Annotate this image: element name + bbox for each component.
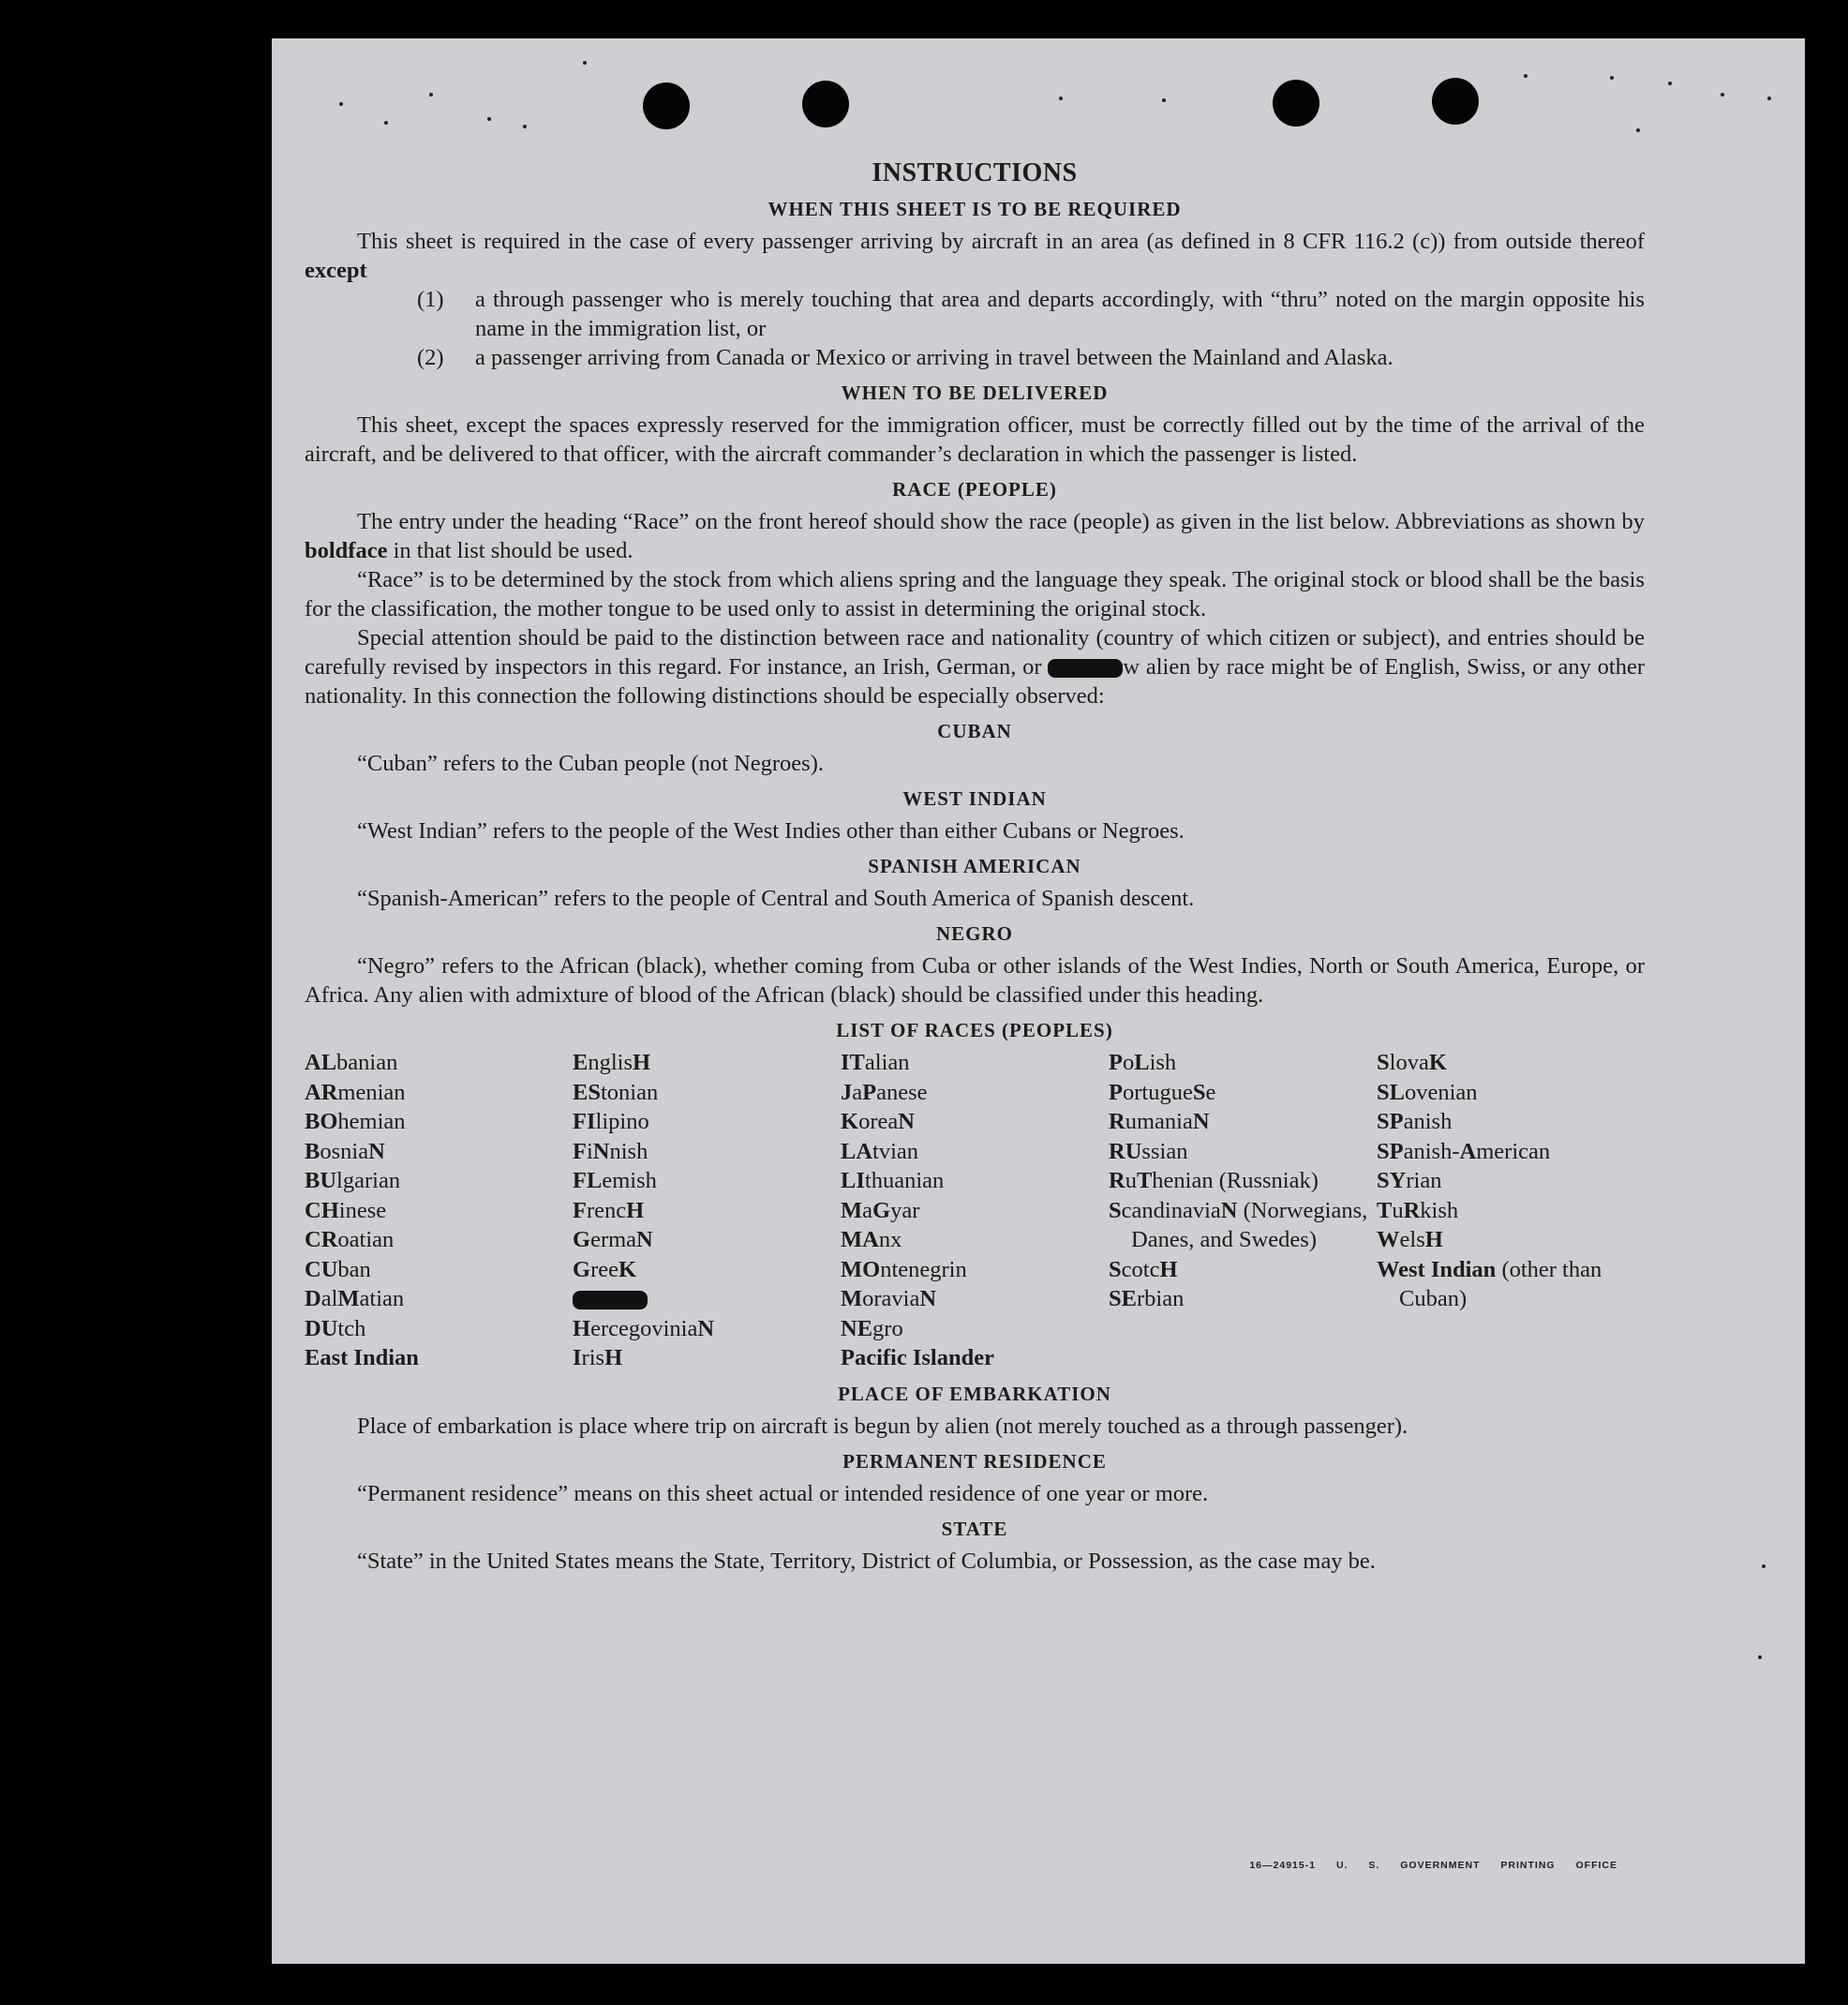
embarkation-text: Place of embarkation is place where trip on aircraft is begun by alien (not merely touched as a through passenger). <box>357 1413 1408 1439</box>
race-entry: SPanish <box>1377 1109 1453 1134</box>
race-entry: RUssian <box>1109 1138 1188 1164</box>
required-item: (1) a through passenger who is merely touching that area and departs accordingly, with “thru” noted on the margin opposite his name in the immigration list, or <box>417 287 1645 341</box>
race-entry: West Indian (other than Cuban) <box>1377 1256 1602 1311</box>
required-item: (2) a passenger arriving from Canada or Mexico or arriving in travel between the Mainland and Alaska. <box>417 345 1393 370</box>
paper-speck <box>1610 76 1614 80</box>
negro-text: “Negro” refers to the African (black), whether coming from Cuba or other islands of the West Indies, North or South America, Europe, or Africa. Any alien with admixture of blood of the African (black) should be classified under this heading. <box>305 953 1645 1008</box>
race-entry: ScandinaviaN (Norwegians, Danes, and Swedes) <box>1109 1197 1368 1252</box>
paper-speck <box>1524 74 1528 78</box>
race-entry: MOntenegrin <box>841 1256 967 1282</box>
paper-speck <box>1721 93 1724 97</box>
race-entry: CHinese <box>305 1197 387 1223</box>
printer-name: U. S. GOVERNMENT PRINTING OFFICE <box>1335 1860 1617 1871</box>
punch-hole <box>1432 78 1479 125</box>
footer-imprint <box>1249 1860 1617 1871</box>
race-entry: HercegoviniaN <box>573 1315 715 1341</box>
race-entry: DUtch <box>305 1315 366 1341</box>
race-entry: FiNnish <box>573 1138 648 1164</box>
race-entry: EnglisH <box>573 1050 651 1075</box>
punch-hole <box>802 81 849 127</box>
races-column <box>1377 1048 1645 1373</box>
races-column <box>1109 1048 1377 1373</box>
races-column <box>841 1048 1109 1373</box>
heading-cuban: CUBAN <box>937 720 1012 742</box>
paper-speck <box>1762 1564 1766 1568</box>
race-entry: SLovenian <box>1377 1079 1478 1105</box>
punch-hole <box>643 82 690 129</box>
race-entry: SlovaK <box>1377 1050 1447 1075</box>
paper-speck <box>1758 1655 1762 1659</box>
punch-hole <box>1273 80 1319 127</box>
race-entry <box>573 1284 841 1314</box>
race-entry: KoreaN <box>841 1109 915 1134</box>
race-entry: NEgro <box>841 1315 903 1341</box>
race-entry: CUban <box>305 1256 371 1282</box>
required-intro: This sheet is required in the case of every passenger arriving by aircraft in an area (as defined in 8 CFR 116.2 (c)) from outside thereof except <box>305 229 1645 283</box>
race-entry: BosniaN <box>305 1138 385 1164</box>
race-entry: LAtvian <box>841 1138 919 1164</box>
page-title: INSTRUCTIONS <box>872 158 1078 187</box>
heading-west-indian: WEST INDIAN <box>902 787 1047 810</box>
race-entry: Pacific Islander <box>841 1345 994 1370</box>
races-column <box>305 1048 573 1373</box>
delivered-text: This sheet, except the spaces expressly reserved for the immigration officer, must be correctly filled out by the time of the arrival of the aircraft, and be delivered to that officer, with the aircraft commander’s declaration in which the passenger is listed. <box>305 412 1645 467</box>
race-entry: BUlgarian <box>305 1168 401 1193</box>
state-text: “State” in the United States means the State, Territory, District of Columbia, or Possession, as the case may be. <box>357 1548 1376 1574</box>
race-paragraph-1: The entry under the heading “Race” on the front hereof should show the race (people) as given in the list below. Abbreviations as shown by boldface in that list should be used. <box>305 509 1645 563</box>
heading-required: WHEN THIS SHEET IS TO BE REQUIRED <box>768 198 1182 220</box>
race-entry: IrisH <box>573 1345 623 1370</box>
race-entry: MaGyar <box>841 1197 920 1223</box>
race-entry: PoLish <box>1109 1050 1177 1075</box>
paper-speck <box>339 102 343 106</box>
heading-spanish-american: SPANISH AMERICAN <box>868 855 1081 877</box>
race-entry: RumaniaN <box>1109 1109 1210 1134</box>
paper-speck <box>384 121 388 125</box>
paper-speck <box>1767 97 1771 100</box>
heading-residence: PERMANENT RESIDENCE <box>842 1449 1107 1473</box>
residence-text: “Permanent residence” means on this sheet actual or intended residence of one year or more. <box>357 1480 1209 1506</box>
spanish-american-text: “Spanish-American” refers to the people of Central and South America of Spanish descent. <box>357 886 1195 911</box>
race-entry: RuThenian (Russniak) <box>1109 1168 1319 1193</box>
heading-negro: NEGRO <box>935 922 1013 945</box>
form-number: 16—24915-1 <box>1249 1860 1317 1871</box>
race-entry: JaPanese <box>841 1079 928 1105</box>
race-entry: FIlipino <box>573 1109 649 1134</box>
heading-list-of-races: LIST OF RACES (PEOPLES) <box>836 1019 1113 1041</box>
race-entry: DalMatian <box>305 1286 405 1311</box>
race-entry: BOhemian <box>305 1109 406 1134</box>
race-entry: MoraviaN <box>841 1286 937 1311</box>
race-entry: GreeK <box>573 1256 637 1282</box>
race-entry: East Indian <box>305 1345 419 1370</box>
race-entry: TuRkish <box>1377 1197 1459 1223</box>
west-indian-text: “West Indian” refers to the people of the West Indies other than either Cubans or Negroes. <box>357 818 1185 844</box>
race-entry: SErbian <box>1109 1286 1185 1311</box>
race-entry: WelsH <box>1377 1227 1443 1252</box>
race-entry: SYrian <box>1377 1168 1442 1193</box>
race-entry: FLemish <box>573 1168 657 1193</box>
races-column <box>573 1048 841 1373</box>
heading-delivered: WHEN TO BE DELIVERED <box>841 382 1109 404</box>
race-entry: ALbanian <box>305 1050 398 1075</box>
race-entry: ARmenian <box>305 1079 406 1105</box>
cuban-text: “Cuban” refers to the Cuban people (not Negroes). <box>357 751 824 776</box>
heading-embarkation: PLACE OF EMBARKATION <box>838 1382 1111 1405</box>
paper-speck <box>1162 98 1166 102</box>
heading-race: RACE (PEOPLE) <box>892 478 1057 501</box>
paper-speck <box>487 117 491 121</box>
race-entry: SPanish-American <box>1377 1138 1551 1164</box>
race-entry: MAnx <box>841 1227 902 1252</box>
race-entry: ITalian <box>841 1050 910 1075</box>
paper-speck <box>1636 128 1640 132</box>
race-entry: PortugueSe <box>1109 1079 1216 1105</box>
race-entry: GermaN <box>573 1227 653 1252</box>
paper-speck <box>583 61 587 65</box>
race-entry: CRoatian <box>305 1227 395 1252</box>
redaction-mark <box>573 1291 648 1309</box>
paper-speck <box>1059 97 1063 100</box>
race-entry: ScotcH <box>1109 1256 1178 1282</box>
race-entry: EStonian <box>573 1079 659 1105</box>
race-entry: FrencH <box>573 1197 645 1223</box>
instructions-content <box>305 158 1645 1576</box>
paper-speck <box>523 125 527 128</box>
race-paragraph-2: “Race” is to be determined by the stock from which aliens spring and the language they speak. The original stock or blood shall be the basis for the classification, the mother tongue to be used only to assist in determining the original stock. <box>305 567 1645 621</box>
races-list <box>305 1048 1645 1373</box>
document-sheet <box>272 38 1805 1964</box>
redaction-mark <box>1048 659 1123 678</box>
race-entry: LIthuanian <box>841 1168 945 1193</box>
race-paragraph-3: Special attention should be paid to the distinction between race and nationality (country of which citizen or subject), and entries should be carefully revised by inspectors in this regard. For instance, an Irish, German, or w alien by race might be of English, Swiss, or any other nationality. In this connection the following distinctions should be especially observed: <box>305 625 1645 709</box>
paper-speck <box>1668 82 1672 85</box>
heading-state: STATE <box>941 1517 1008 1540</box>
paper-speck <box>429 93 433 97</box>
